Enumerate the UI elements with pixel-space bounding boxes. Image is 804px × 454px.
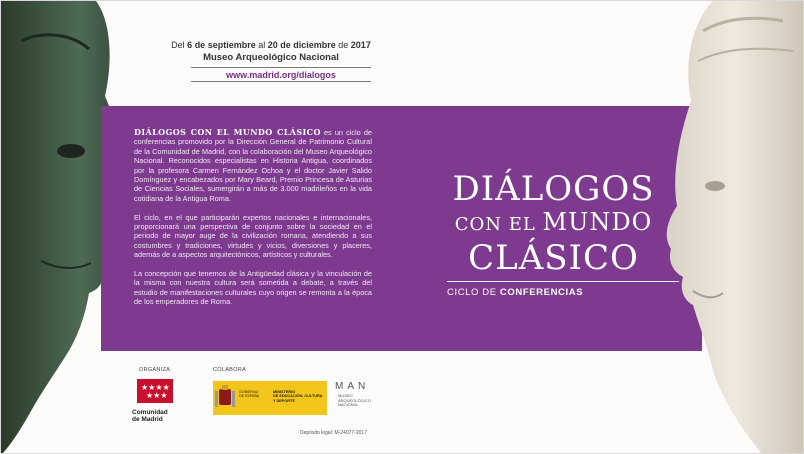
website-link[interactable]: www.madrid.org/dialogos xyxy=(226,70,336,80)
museum-name: Museo Arqueológico Nacional xyxy=(203,52,339,63)
divider-top xyxy=(191,67,371,68)
description-text xyxy=(134,128,372,316)
subtitle xyxy=(447,287,583,298)
title-line-3: CLÁSICO xyxy=(468,238,639,278)
min-line-2: DE EDUCACIÓN, CULTURA xyxy=(273,394,323,399)
gob-line-2: DE ESPAÑA xyxy=(239,394,260,399)
spain-crest-icon xyxy=(213,381,237,415)
paragraph-1-text: es un ciclo de conferencias promovido por la Dirección General de Patrimonio Cultural de la Comunidad de Madrid, con la colaboración del Museo Arqueológico Nacional. Reconocidos especialistas en Historia Antigua, coordinados por la profesora Carmen Fernández Ochoa y el doctor Javier Salido Domínguez y encabezados por Mary Beard, Premio Princesa de Asturias de Ciencias Sociales, sumergirán a más de 3.000 madrileños en la vida cotidiana de la Antigua Roma. xyxy=(134,128,372,203)
min-line-1: MINISTERIO xyxy=(273,390,296,394)
title-con-el: CON EL xyxy=(454,214,543,235)
gob-line-1: GOBIERNO xyxy=(239,390,259,394)
year: 2017 xyxy=(350,40,371,50)
legal-deposit: Depósito legal: M-24077-2017 xyxy=(300,430,367,436)
paragraph-1 xyxy=(134,128,372,203)
start-month: de septiembre xyxy=(192,40,256,50)
svg-text:★★★: ★★★ xyxy=(146,391,168,400)
man-sub-1: MUSEO xyxy=(338,393,353,398)
divider-bottom xyxy=(191,81,371,82)
dates-mid: al xyxy=(255,40,268,50)
madrid-name-1: Comunidad xyxy=(132,409,168,416)
paragraph-2: El ciclo, en el que participarán expertos nacionales e internacionales, proporcionará una perspectiva de conjunto sobre la sociedad en el periodo de mayor auge de la civilización romana, atendiendo a sus costumbres y tradiciones, virtudes y vicios, diversiones y placeres, además de a aspectos arquitectónicos, artísticos y culturales. xyxy=(134,212,372,260)
colabora-label: COLABORA xyxy=(213,367,246,373)
man-logo: MAN xyxy=(335,381,370,392)
subtitle-bold: CONFERENCIAS xyxy=(499,287,584,298)
end-day: 20 xyxy=(267,40,278,50)
madrid-name xyxy=(132,409,168,423)
start-day: 6 xyxy=(187,40,193,50)
dates-text: Del xyxy=(171,40,188,50)
title-mundo: MUNDO xyxy=(542,208,653,236)
svg-text:★★★★: ★★★★ xyxy=(141,383,170,392)
title-line-1: DIÁLOGOS xyxy=(452,169,655,209)
year-prefix: de xyxy=(335,40,351,50)
madrid-name-2: de Madrid xyxy=(132,416,163,423)
organiza-label: ORGANIZA xyxy=(139,367,171,373)
event-dates xyxy=(121,39,421,51)
madrid-logo xyxy=(137,379,173,403)
stars-icon xyxy=(141,383,170,400)
end-month: de diciembre xyxy=(277,40,336,50)
paragraph-3: La concepción que tenemos de la Antigüedad clásica y la vinculación de la misma con nuestra cultura será sometida a debate, a través del estudio de manifestaciones culturales cuyo origen se remonta a la época de los emperadores de Roma. xyxy=(134,269,372,307)
gobierno-text xyxy=(239,390,259,398)
man-subtitle xyxy=(338,394,371,408)
min-line-3: Y DEPORTE xyxy=(273,398,295,403)
man-sub-2: ARQUEOLÓGICO xyxy=(338,397,371,403)
subtitle-prefix: CICLO DE xyxy=(447,287,500,298)
lead-title: DIÁLOGOS CON EL MUNDO CLÁSICO xyxy=(134,127,321,137)
event-header xyxy=(121,39,421,63)
title-underline xyxy=(447,281,679,282)
marble-head-image xyxy=(653,1,803,454)
event-title xyxy=(421,171,686,276)
title-line-2 xyxy=(421,207,686,240)
man-sub-3: NACIONAL xyxy=(338,402,359,408)
ministerio-text xyxy=(273,390,323,403)
